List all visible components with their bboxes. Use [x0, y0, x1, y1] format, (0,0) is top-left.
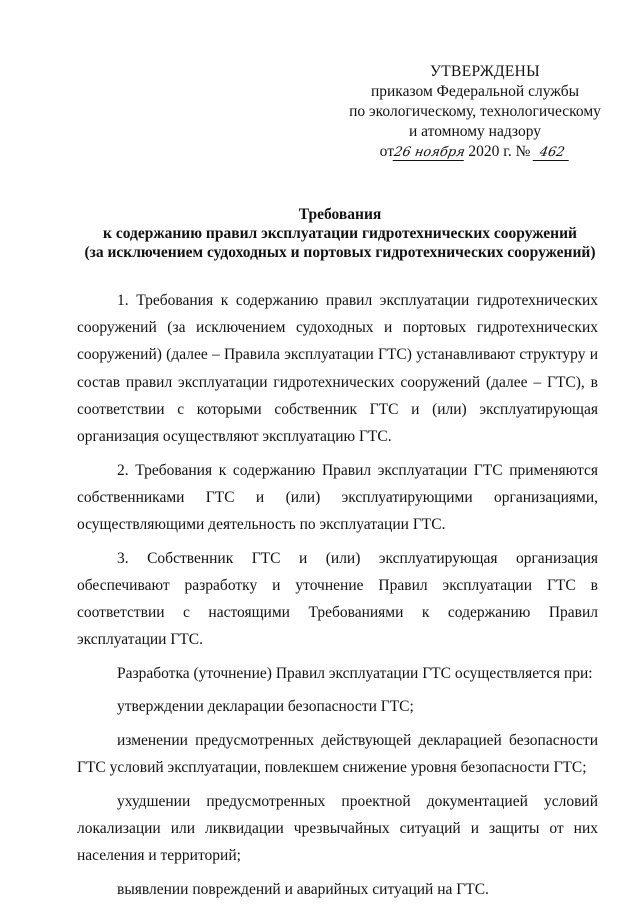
date-year: 2020 г. № [468, 143, 531, 160]
paragraph-4: Разработка (уточнение) Правил эксплуатации ГТС осуществляется при: [117, 664, 593, 682]
approval-heading: УТВЕРЖДЕНЫ [430, 63, 540, 80]
paragraph-8: выявлении повреждений и аварийных ситуаций на ГТС. [117, 880, 489, 898]
date-prefix: от [379, 143, 394, 160]
title-line-1: Требования [298, 206, 382, 223]
paragraph-5: утверждении декларации безопасности ГТС; [117, 698, 414, 716]
paragraph-7: ухудшении предусмотренных проектной документацией условий локализации или ликвидации чрезвычайных ситуаций и защиты от них населения и территорий; [77, 792, 598, 865]
approval-date-line [330, 142, 620, 162]
paragraph-6: изменении предусмотренных действующей декларацией безопасности ГТС условий эксплуатации, повлекшем снижение уровня безопасности ГТС; [77, 732, 598, 777]
paragraph-1: 1. Требования к содержанию правил эксплуатации гидротехнических сооружений (за исключением судоходных и портовых гидротехнических сооружений) (далее – Правила эксплуатации ГТС) устанавливают структуру и состав правил эксплуатации гидротехнических сооружений (далее – ГТС), в соответствии с которыми собственник ГТС и (или) эксплуатирующая организация осуществляют эксплуатацию ГТС. [77, 292, 598, 446]
paragraph-2: 2. Требования к содержанию Правил эксплуатации ГТС применяются собственниками ГТС и (или) эксплуатирующими организациями, осуществляющими деятельность по эксплуатации ГТС. [77, 461, 598, 534]
approval-line-1: приказом Федеральной службы [370, 83, 580, 100]
document-body [77, 287, 598, 909]
approval-line-2: по экологическому, технологическому [349, 103, 601, 120]
handwritten-date: 26 ноября [392, 145, 467, 160]
handwritten-number: 462 [533, 146, 572, 161]
approval-block [330, 62, 620, 162]
approval-line-3: и атомному надзору [409, 123, 541, 140]
paragraph-3: 3. Собственник ГТС и (или) эксплуатирующая организация обеспечивают разработку и уточнение Правил эксплуатации ГТС в соответствии с настоящими Требованиями к содержанию Правил эксплуатации ГТС. [77, 549, 598, 649]
title-line-3: (за исключением судоходных и портовых гидротехнических сооружений) [84, 244, 596, 261]
document-title [60, 205, 620, 262]
title-line-2: к содержанию правил эксплуатации гидротехнических сооружений [103, 225, 577, 242]
